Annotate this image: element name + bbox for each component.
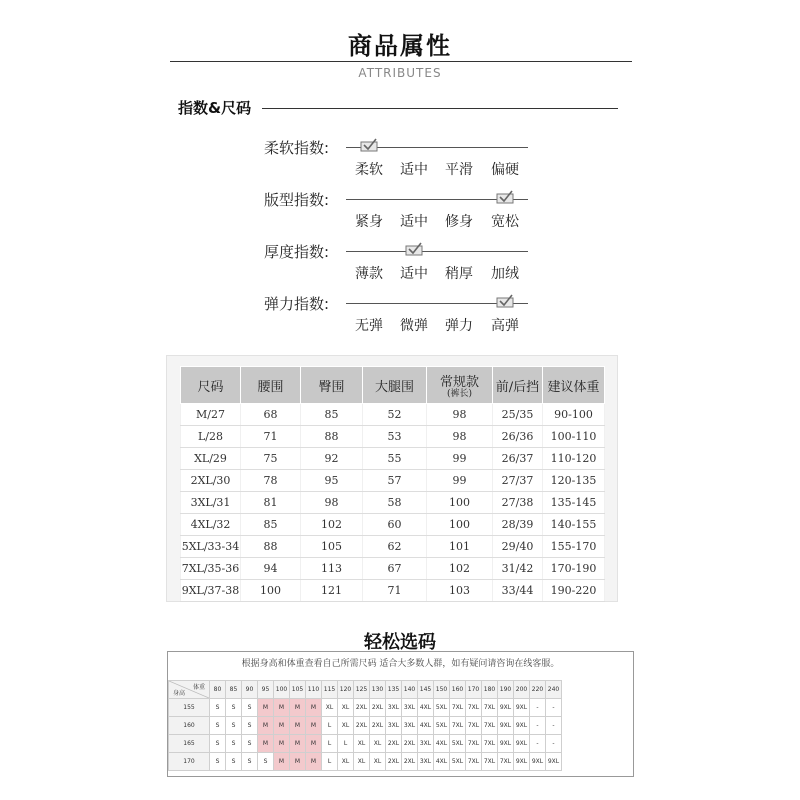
grid-cell: 4XL [418,717,434,735]
grid-weight-header: 145 [418,681,434,699]
size-selector-grid [168,680,562,771]
grid-cell: - [546,717,562,735]
grid-weight-header: 90 [242,681,258,699]
table-cell: 7XL/35-36 [181,558,241,580]
grid-cell: 2XL [354,699,370,717]
grid-cell: M [274,753,290,771]
grid-weight-header: 190 [498,681,514,699]
index-label: 柔软指数: [264,139,330,157]
grid-cell: 5XL [434,699,450,717]
table-cell: 103 [427,580,493,602]
grid-cell: 5XL [450,753,466,771]
grid-cell: S [242,717,258,735]
grid-cell: M [258,699,274,717]
easy-size-title: 轻松选码 [364,632,436,653]
table-cell: 92 [301,448,363,470]
grid-weight-header: 130 [370,681,386,699]
table-cell: 67 [363,558,427,580]
grid-cell: S [242,753,258,771]
table-row [181,426,605,448]
table-cell: 170-190 [543,558,605,580]
table-cell: 75 [241,448,301,470]
table-cell: 52 [363,404,427,426]
table-cell: 90-100 [543,404,605,426]
grid-row [169,699,562,717]
grid-height-header: 155 [169,699,210,717]
grid-cell: 2XL [386,735,402,753]
grid-weight-header: 240 [546,681,562,699]
check-marker-icon [405,242,423,256]
index-option: 适中 [400,266,428,282]
grid-cell: 3XL [418,735,434,753]
table-cell: 121 [301,580,363,602]
table-cell: 95 [301,470,363,492]
grid-weight-header: 150 [434,681,450,699]
grid-weight-header: 85 [226,681,242,699]
grid-cell: S [226,753,242,771]
grid-cell: XL [338,699,354,717]
page-title: 商品属性 [348,32,452,60]
grid-cell: S [210,753,226,771]
grid-cell: XL [338,753,354,771]
table-cell: 9XL/37-38 [181,580,241,602]
table-cell: 31/42 [493,558,543,580]
grid-cell: M [274,717,290,735]
grid-cell: 2XL [370,717,386,735]
index-option: 加绒 [491,266,519,282]
check-marker-icon [496,190,514,204]
grid-row [169,717,562,735]
table-cell: 33/44 [493,580,543,602]
index-label: 弹力指数: [264,295,330,313]
title-divider [170,61,632,62]
grid-height-header: 165 [169,735,210,753]
grid-cell: L [322,735,338,753]
grid-cell: 9XL [514,717,530,735]
grid-cell: 3XL [386,717,402,735]
grid-cell: M [290,699,306,717]
table-cell: 53 [363,426,427,448]
grid-cell: 7XL [466,735,482,753]
table-cell: 85 [241,514,301,536]
grid-cell: - [530,717,546,735]
size-table-header [181,367,605,404]
grid-cell: 5XL [434,717,450,735]
index-option: 适中 [400,214,428,230]
size-table-body [181,404,605,602]
grid-cell: 3XL [418,753,434,771]
table-cell: 102 [427,558,493,580]
column-header: 前/后挡 [493,367,543,404]
grid-cell: 4XL [418,699,434,717]
table-cell: 71 [363,580,427,602]
grid-cell: S [226,699,242,717]
column-header: 常规款 [439,375,479,390]
table-cell: 26/37 [493,448,543,470]
table-cell: 3XL/31 [181,492,241,514]
table-cell: 62 [363,536,427,558]
grid-weight-header: 160 [450,681,466,699]
index-option: 微弹 [400,318,428,334]
index-row-fit [0,189,800,239]
table-cell: 100 [427,514,493,536]
grid-cell: 3XL [386,699,402,717]
grid-weight-header: 100 [274,681,290,699]
grid-cell: 2XL [402,735,418,753]
table-cell: 101 [427,536,493,558]
table-cell: 120-135 [543,470,605,492]
grid-cell: XL [322,699,338,717]
table-row [181,536,605,558]
grid-cell: 9XL [530,753,546,771]
grid-cell: L [322,753,338,771]
index-option: 适中 [400,162,428,178]
grid-cell: - [546,735,562,753]
grid-cell: XL [370,753,386,771]
index-option: 稍厚 [445,266,473,282]
table-cell: 25/35 [493,404,543,426]
grid-cell: 9XL [498,735,514,753]
grid-cell: 7XL [466,699,482,717]
grid-cell: - [546,699,562,717]
grid-corner-height: 身高 [173,690,186,697]
table-row [181,514,605,536]
grid-height-header: 160 [169,717,210,735]
grid-cell: M [274,735,290,753]
grid-cell: 7XL [482,735,498,753]
section-divider [262,108,618,109]
grid-cell: S [210,699,226,717]
grid-cell: 2XL [370,699,386,717]
grid-cell: S [226,735,242,753]
grid-cell: M [306,699,322,717]
grid-weight-header: 220 [530,681,546,699]
table-cell: 68 [241,404,301,426]
grid-cell: 7XL [450,699,466,717]
table-cell: 27/37 [493,470,543,492]
grid-cell: 7XL [450,717,466,735]
table-row [181,448,605,470]
table-cell: 85 [301,404,363,426]
grid-cell: S [258,753,274,771]
grid-row [169,753,562,771]
grid-cell: 4XL [434,735,450,753]
grid-cell: 7XL [482,699,498,717]
table-cell: 110-120 [543,448,605,470]
easy-size-note: 根据身高和体重查看自己所需尺码 适合大多数人群，如有疑问请咨询在线客服。 [241,659,560,669]
grid-cell: 2XL [386,753,402,771]
section-title: 指数&尺码 [178,99,252,117]
grid-cell: S [226,717,242,735]
index-row-elasticity [0,293,800,343]
index-option: 修身 [445,214,473,230]
table-cell: 26/36 [493,426,543,448]
table-cell: 57 [363,470,427,492]
grid-cell: 7XL [466,753,482,771]
grid-cell: 9XL [514,753,530,771]
index-option: 柔软 [355,162,383,178]
grid-cell: 2XL [402,753,418,771]
table-row [181,404,605,426]
index-label: 厚度指数: [264,243,330,261]
grid-header-row [169,681,562,699]
table-cell: 99 [427,470,493,492]
column-header: 大腿围 [363,367,427,404]
grid-weight-header: 170 [466,681,482,699]
grid-cell: 7XL [482,717,498,735]
index-option: 高弹 [491,318,519,334]
grid-cell: 7XL [482,753,498,771]
grid-cell: S [210,735,226,753]
column-header-length [427,367,493,404]
table-cell: 100 [241,580,301,602]
grid-row [169,735,562,753]
grid-weight-header: 200 [514,681,530,699]
column-header: 臀围 [301,367,363,404]
page-subtitle: ATTRIBUTES [358,66,442,80]
grid-cell: 9XL [514,699,530,717]
grid-cell: 3XL [402,717,418,735]
index-option: 紧身 [355,214,383,230]
grid-cell: 9XL [514,735,530,753]
grid-weight-header: 105 [290,681,306,699]
grid-cell: - [530,699,546,717]
table-cell: 155-170 [543,536,605,558]
grid-height-header: 170 [169,753,210,771]
grid-weight-header: 180 [482,681,498,699]
column-header-sub: (裤长) [446,389,473,399]
table-cell: 113 [301,558,363,580]
table-cell: 55 [363,448,427,470]
grid-weight-header: 110 [306,681,322,699]
grid-cell: M [258,735,274,753]
index-option: 弹力 [445,318,473,334]
table-cell: 98 [427,404,493,426]
table-cell: 105 [301,536,363,558]
grid-weight-header: 95 [258,681,274,699]
table-cell: 88 [301,426,363,448]
grid-cell: M [290,753,306,771]
index-option: 平滑 [445,162,473,178]
table-row [181,580,605,602]
table-cell: 71 [241,426,301,448]
table-cell: 28/39 [493,514,543,536]
index-row-softness [0,137,800,187]
size-selector-grid-body [169,681,562,771]
grid-weight-header: 125 [354,681,370,699]
grid-cell: 9XL [498,699,514,717]
grid-weight-header: 140 [402,681,418,699]
grid-cell: 3XL [402,699,418,717]
grid-cell: 9XL [498,717,514,735]
column-header: 尺码 [181,367,241,404]
grid-cell: M [258,717,274,735]
grid-cell: M [306,735,322,753]
table-cell: M/27 [181,404,241,426]
index-option: 无弹 [355,318,383,334]
column-header: 建议体重 [543,367,605,404]
table-row [181,470,605,492]
table-cell: 29/40 [493,536,543,558]
table-cell: 58 [363,492,427,514]
grid-cell: 7XL [466,717,482,735]
column-header: 腰围 [241,367,301,404]
grid-cell: S [242,699,258,717]
grid-weight-header: 120 [338,681,354,699]
table-cell: 102 [301,514,363,536]
table-cell: 99 [427,448,493,470]
grid-cell: M [306,753,322,771]
table-row [181,558,605,580]
table-cell: 27/38 [493,492,543,514]
table-cell: 94 [241,558,301,580]
grid-cell: 7XL [498,753,514,771]
grid-cell: XL [354,753,370,771]
size-chart [167,356,617,601]
grid-cell: M [290,717,306,735]
index-label: 版型指数: [264,191,330,209]
grid-cell: M [306,717,322,735]
table-cell: 98 [427,426,493,448]
table-cell: XL/29 [181,448,241,470]
grid-cell: 4XL [434,753,450,771]
table-cell: 78 [241,470,301,492]
table-row [181,492,605,514]
grid-cell: - [530,735,546,753]
table-cell: 88 [241,536,301,558]
index-option: 偏硬 [491,162,519,178]
grid-corner [169,681,210,699]
table-cell: 81 [241,492,301,514]
grid-cell: M [274,699,290,717]
check-marker-icon [360,138,378,152]
grid-weight-header: 80 [210,681,226,699]
table-cell: 5XL/33-34 [181,536,241,558]
grid-cell: XL [370,735,386,753]
table-cell: 4XL/32 [181,514,241,536]
table-cell: 100-110 [543,426,605,448]
size-table [180,366,605,602]
grid-cell: XL [338,717,354,735]
table-cell: 2XL/30 [181,470,241,492]
grid-corner-weight: 体重 [192,684,205,691]
grid-cell: S [242,735,258,753]
grid-weight-header: 115 [322,681,338,699]
check-marker-icon [496,294,514,308]
grid-cell: M [290,735,306,753]
table-cell: L/28 [181,426,241,448]
table-cell: 135-145 [543,492,605,514]
table-cell: 140-155 [543,514,605,536]
index-track [346,251,528,252]
table-cell: 98 [301,492,363,514]
index-option: 宽松 [491,214,519,230]
grid-cell: L [322,717,338,735]
index-option: 薄款 [355,266,383,282]
table-cell: 100 [427,492,493,514]
grid-weight-header: 135 [386,681,402,699]
grid-cell: 5XL [450,735,466,753]
table-cell: 60 [363,514,427,536]
grid-cell: XL [354,735,370,753]
grid-cell: L [338,735,354,753]
grid-cell: 9XL [546,753,562,771]
table-cell: 190-220 [543,580,605,602]
grid-cell: S [210,717,226,735]
index-row-thickness [0,241,800,291]
grid-cell: 2XL [354,717,370,735]
